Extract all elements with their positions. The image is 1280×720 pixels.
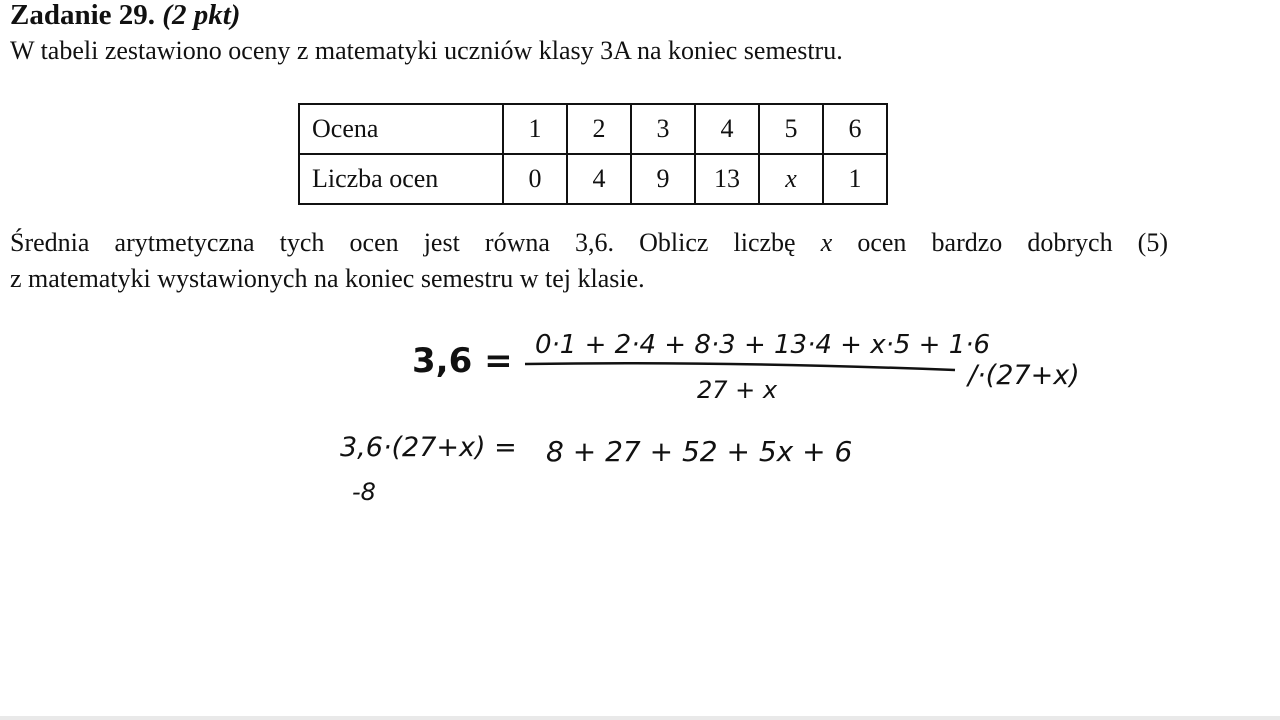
- row-header-count: Liczba ocen: [299, 154, 503, 204]
- table-cell: 13: [695, 154, 759, 204]
- table-cell: 0: [503, 154, 567, 204]
- task-points: (2 pkt): [162, 0, 241, 31]
- task-number: Zadanie 29.: [10, 0, 156, 31]
- handwritten-line3: -8: [352, 478, 376, 506]
- table-cell: 9: [631, 154, 695, 204]
- question-line-2: z matematyki wystawionych na koniec semestru w tej klasie.: [10, 264, 645, 293]
- handwritten-multiply-note: /·(27+x): [968, 360, 1080, 391]
- table-cell: 3: [631, 104, 695, 154]
- handwritten-line2-rhs: 8 + 27 + 52 + 5x + 6: [546, 435, 853, 468]
- table-cell: 5: [759, 104, 823, 154]
- task-intro: W tabeli zestawiono oceny z matematyki uczniów klasy 3A na koniec semestru.: [10, 36, 843, 65]
- question-part: ocen bardzo dobrych (5): [832, 228, 1168, 257]
- table-cell: 1: [823, 154, 887, 204]
- table-cell-unknown: x: [759, 154, 823, 204]
- handwritten-denominator: 27 + x: [697, 376, 778, 404]
- table-cell: 4: [567, 154, 631, 204]
- row-header-grade: Ocena: [299, 104, 503, 154]
- bottom-border: [0, 716, 1280, 720]
- handwritten-numerator: 0·1 + 2·4 + 8·3 + 13·4 + x·5 + 1·6: [535, 330, 991, 360]
- question-variable: x: [820, 228, 833, 257]
- handwritten-lhs: 3,6 =: [412, 341, 513, 381]
- table-cell: 6: [823, 104, 887, 154]
- table-cell: 4: [695, 104, 759, 154]
- table-cell: 2: [567, 104, 631, 154]
- handwritten-line2-lhs: 3,6·(27+x) =: [340, 432, 517, 463]
- table-cell: 1: [503, 104, 567, 154]
- question-part: Średnia arytmetyczna tych ocen jest równa 3,6. Oblicz liczbę: [10, 228, 821, 257]
- fraction-bar: [525, 363, 955, 370]
